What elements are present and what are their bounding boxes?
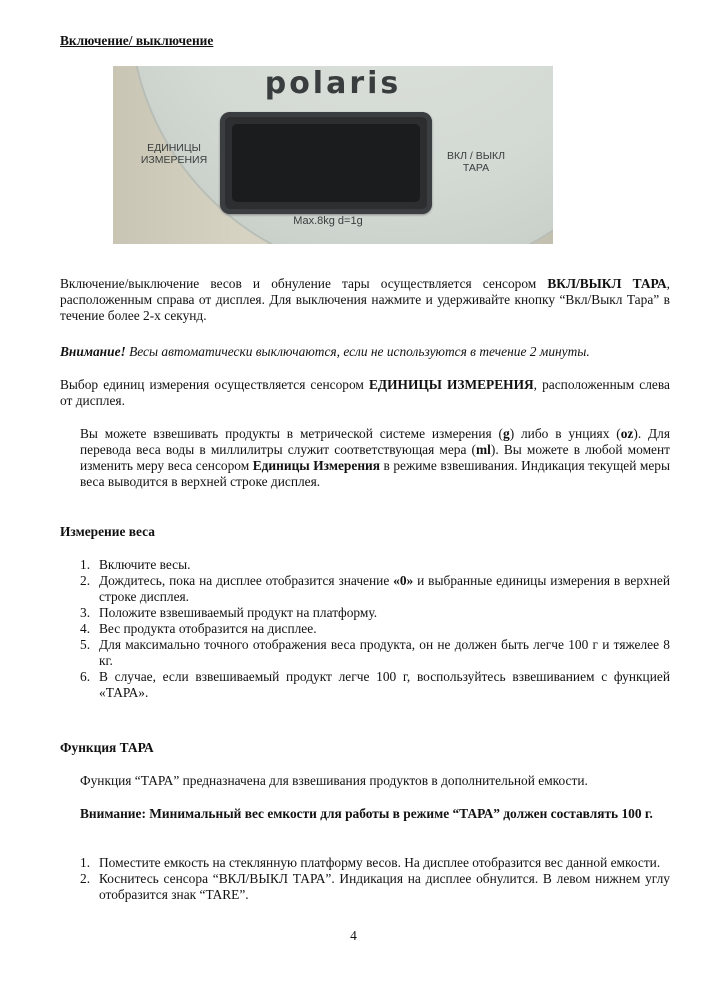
bold-fragment: ml	[476, 442, 491, 457]
tare-warning: Внимание: Минимальный вес емкости для работы в режиме “ТАРА” должен составлять 100 г.	[80, 806, 653, 821]
list-number: 1.	[80, 557, 91, 572]
bold-fragment: Единицы Измерения	[252, 458, 380, 473]
section-heading-tare: Функция ТАРА	[60, 740, 154, 755]
list-item	[60, 573, 670, 605]
bold-fragment: ЕДИНИЦЫ ИЗМЕРЕНИЯ	[368, 377, 534, 392]
text-fragment: , расположенным справа от дисплея. Для выключения нажмите и удерживайте кнопку “Вкл/Выкл Тара” в течение более 2-х секунд.	[60, 276, 671, 323]
list-number: 2.	[80, 871, 91, 886]
list-item	[60, 557, 670, 573]
list-number: 2.	[80, 573, 91, 588]
paragraph-on-off	[60, 276, 670, 324]
tare-intro: Функция “ТАРА” предназначена для взвешивания продуктов в дополнительной емкости.	[80, 773, 588, 788]
on-off-tare-sensor-label: ВКЛ / ВЫКЛ ТАРА	[446, 150, 506, 174]
units-sensor-label: ЕДИНИЦЫ ИЗМЕРЕНИЯ	[140, 142, 208, 166]
list-item	[60, 605, 670, 621]
warning-text: Весы автоматически выключаются, если не используются в течение 2 минуты.	[125, 344, 590, 359]
list-text: и выбранные единицы измерения в верхней строке дисплея.	[99, 573, 670, 604]
brand-logo: polaris	[264, 66, 402, 101]
section-heading-weighing: Измерение веса	[60, 524, 155, 539]
list-item	[60, 637, 670, 669]
text-fragment: в режиме взвешивания. Индикация текущей меры веса выводится в верхней строке дисплея.	[80, 458, 670, 489]
list-item	[60, 871, 670, 903]
scale-photo	[113, 66, 553, 244]
bold-fragment: «0»	[393, 573, 414, 588]
list-item	[60, 855, 670, 871]
list-text: Вес продукта отобразится на дисплее.	[99, 621, 317, 636]
list-text: Положите взвешиваемый продукт на платформу.	[99, 605, 378, 620]
bold-fragment: ВКЛ/ВЫКЛ ТАРА	[547, 276, 667, 291]
list-text: В случае, если взвешиваемый продукт легче 100 г, воспользуйтесь взвешиванием с функцией «ТАРА».	[99, 669, 670, 700]
list-number: 1.	[80, 855, 91, 870]
list-text: Для максимально точного отображения веса продукта, он не должен быть легче 100 г и тяжелее 8 кг.	[99, 637, 670, 668]
tare-steps-list	[60, 855, 670, 903]
section-heading-on-off: Включение/ выключение	[60, 33, 214, 48]
scale-display-screen	[232, 124, 420, 202]
text-fragment: , расположенным слева от дисплея.	[60, 377, 670, 408]
list-number: 5.	[80, 637, 91, 652]
warning-label: Внимание!	[60, 344, 126, 359]
bold-fragment: g	[502, 426, 510, 441]
paragraph-units	[60, 377, 670, 409]
bold-fragment: oz	[620, 426, 634, 441]
capacity-label: Max.8kg d=1g	[293, 215, 363, 227]
list-item	[60, 669, 670, 701]
list-item	[60, 621, 670, 637]
text-fragment: Включение/выключение весов и обнуление тары осуществляется сенсором	[60, 276, 548, 291]
warning-auto-off	[60, 344, 670, 360]
weighing-steps-list	[60, 557, 670, 701]
paragraph-measurement-systems	[80, 426, 670, 490]
text-fragment: ). Для перевода веса воды в миллилитры служит соответствующая мера (	[80, 426, 670, 457]
text-fragment: Выбор единиц измерения осуществляется сенсором	[60, 377, 369, 392]
list-number: 6.	[80, 669, 91, 684]
list-text: Коснитесь сенсора “ВКЛ/ВЫКЛ ТАРА”. Индикация на дисплее обнулится. В левом нижнем углу отобразится знак “TARE”.	[99, 871, 670, 902]
page-number: 4	[350, 928, 357, 943]
text-fragment: ) либо в унциях (	[509, 426, 621, 441]
list-number: 4.	[80, 621, 91, 636]
list-text: Дождитесь, пока на дисплее отобразится значение	[99, 573, 394, 588]
scale-display	[220, 112, 432, 214]
list-number: 3.	[80, 605, 91, 620]
list-text: Включите весы.	[99, 557, 191, 572]
list-text: Поместите емкость на стеклянную платформу весов. На дисплее отобразится вес данной емкости.	[99, 855, 661, 870]
text-fragment: Вы можете взвешивать продукты в метрической системе измерения (	[80, 426, 503, 441]
text-fragment: ). Вы можете в любой момент изменить меру веса сенсором	[80, 442, 671, 473]
